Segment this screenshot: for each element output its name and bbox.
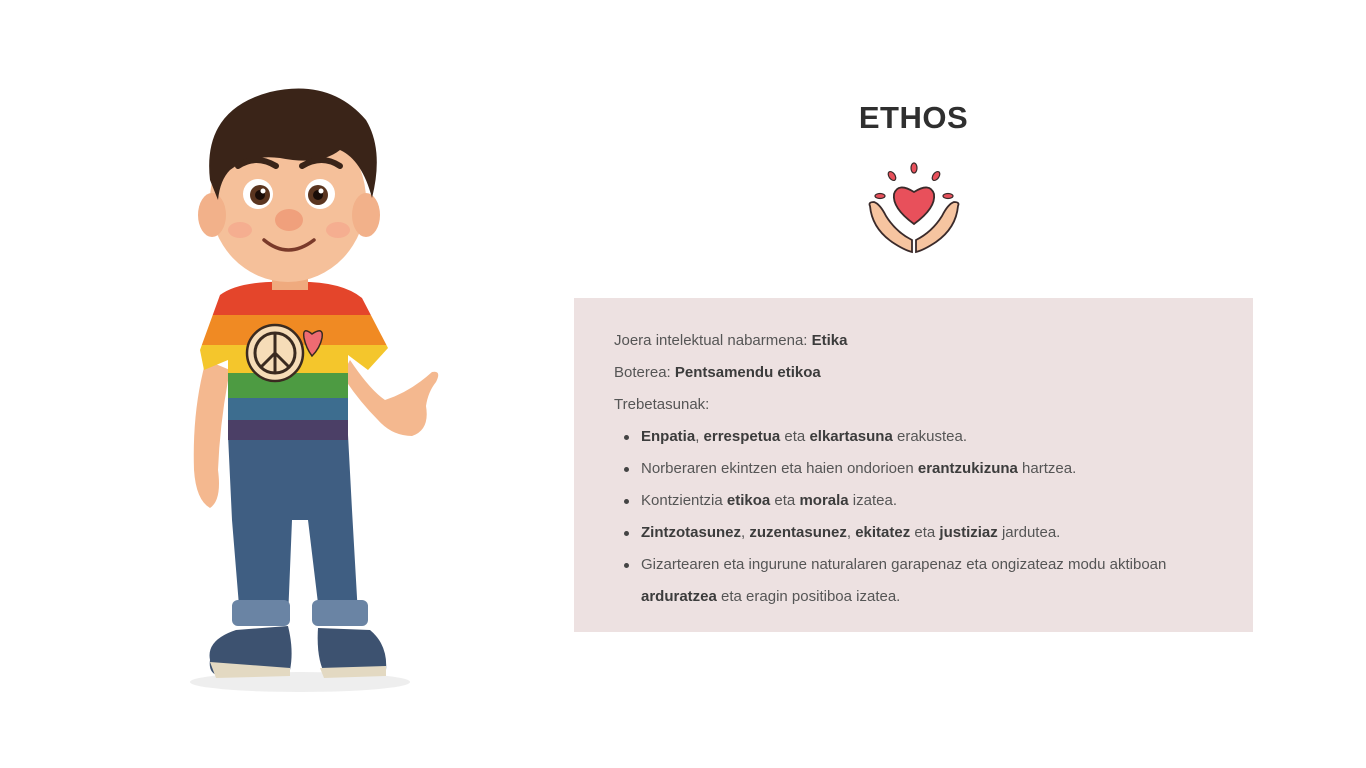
skill-keyword: ekitatez (855, 524, 911, 541)
power-line (614, 357, 1213, 389)
skill-item (622, 517, 1213, 549)
ethos-info-box (574, 298, 1253, 632)
intellectual-label: Joera intelektual nabarmena: (614, 332, 812, 349)
skill-keyword: morala (799, 492, 849, 509)
page-title: ETHOS (858, 100, 969, 135)
skill-text: Norberaren ekintzen eta haien ondorioen (641, 460, 918, 477)
skill-text: hartzea. (1017, 460, 1077, 477)
skill-text: , (846, 524, 856, 541)
skill-text: Gizartearen eta ingurune naturalaren garapenaz eta ongizateaz modu aktiboan (641, 556, 1167, 573)
skills-list (614, 421, 1213, 613)
skill-text: eta (910, 524, 940, 541)
skill-keyword: erantzukizuna (917, 460, 1018, 477)
skill-keyword: zuzentasunez (749, 524, 847, 541)
skill-keyword: elkartasuna (809, 428, 893, 445)
skill-text: , (695, 428, 704, 445)
power-value: Pentsamendu etikoa (674, 364, 821, 381)
skill-item (622, 421, 1213, 453)
skill-keyword: etikoa (726, 492, 771, 509)
skill-item (622, 485, 1213, 517)
skill-text: erakustea. (892, 428, 968, 445)
skill-text: eta (780, 428, 810, 445)
skill-text: , (741, 524, 750, 541)
heart-hands-icon (862, 158, 966, 258)
skills-label: Trebetasunak: (614, 396, 710, 413)
intellectual-value: Etika (811, 332, 848, 349)
skill-text: izatea. (848, 492, 898, 509)
skill-text: eta eragin positiboa izatea. (716, 588, 901, 605)
skill-item (622, 549, 1213, 613)
intellectual-line (614, 325, 1213, 357)
skill-keyword: errespetua (703, 428, 781, 445)
boy-character-illustration (180, 70, 460, 700)
power-label: Boterea: (614, 364, 675, 381)
skill-text: Kontzientzia (641, 492, 727, 509)
peace-symbol-icon (247, 325, 303, 381)
skill-keyword: justiziaz (939, 524, 998, 541)
skill-text: eta (770, 492, 800, 509)
skill-item (622, 453, 1213, 485)
skill-keyword: arduratzea (641, 588, 717, 605)
skill-keyword: Zintzotasunez (641, 524, 741, 541)
skill-text: jardutea. (997, 524, 1061, 541)
skill-keyword: Enpatia (641, 428, 696, 445)
